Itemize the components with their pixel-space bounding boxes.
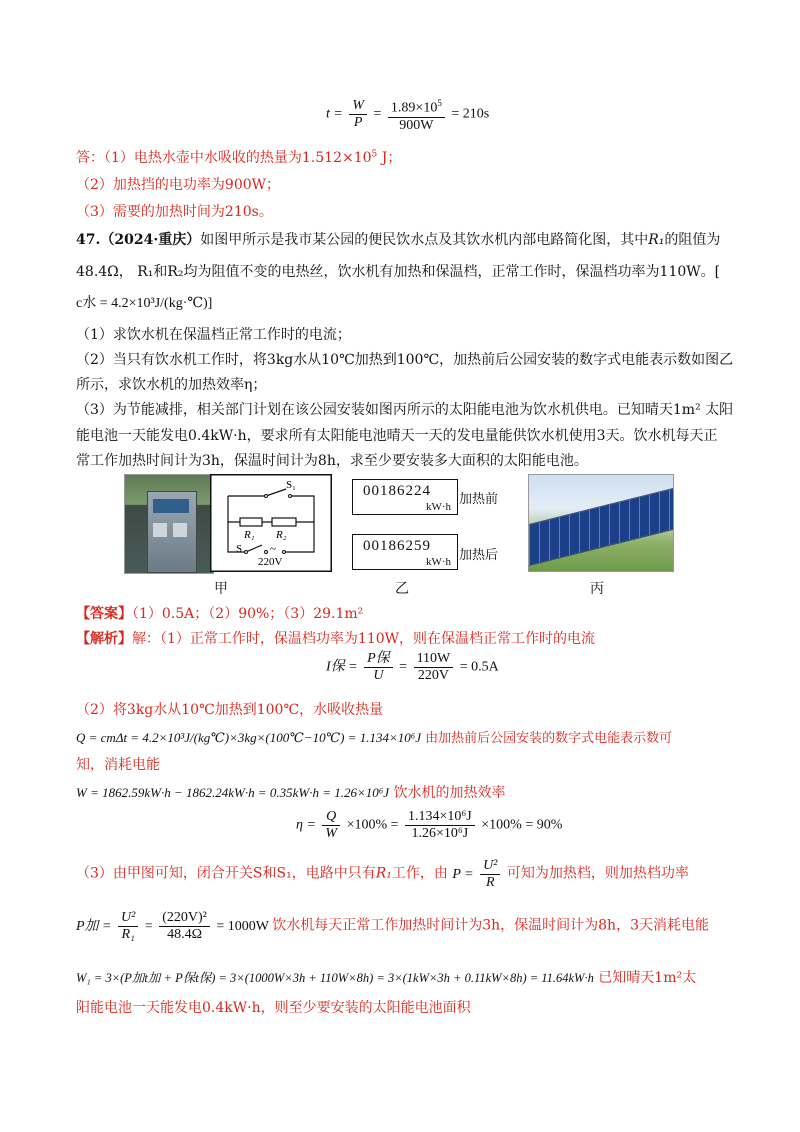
analysis-line5: 阳能电池一天能发电0.4kW·h，则至少要安装的太阳能电池面积 [76, 1000, 471, 1016]
analysis-r1: R₁ [375, 865, 392, 882]
eq-rhs: = 210s [451, 106, 490, 122]
prev-answer-tail: J； [377, 150, 402, 166]
eq-eta-den2: 1.26×10⁶J [411, 826, 469, 841]
eq-den: P [353, 114, 363, 130]
question-q2b: 所示，求饮水机的加热效率η； [76, 377, 267, 393]
eq-i-den: U [373, 668, 384, 683]
eq-p-den: R [485, 875, 495, 890]
eq-num-exp: 5 [437, 98, 442, 108]
water-dispenser-photo [124, 474, 214, 574]
eq-total-energy-tail: 已知晴天1m²太 [598, 970, 697, 986]
circuit-label-voltage: 220V [258, 556, 283, 568]
eq-heating-power-tail: 饮水机每天正常工作加热时间计为3h，保温时间计为8h，3天消耗电能 [272, 917, 709, 934]
answer-line [76, 603, 363, 623]
circuit-label-s: S [236, 543, 243, 555]
prev-answer-line2: （2）加热挡的电功率为900W； [76, 177, 281, 193]
eq-pj-eq: = [144, 918, 153, 934]
eq-eta-rhs: ×100% = 90% [481, 817, 563, 833]
equation-energy-line [76, 782, 505, 802]
eq-num2: 1.89×10 [390, 100, 438, 116]
eq-power-inline [452, 858, 507, 890]
figure-caption-yi: 乙 [395, 581, 409, 597]
prev-answer-line1 [76, 147, 401, 167]
eq-eta-num2: 1.134×10⁶J [405, 809, 475, 826]
meter-before-digits: 00186224 [363, 483, 431, 499]
analysis-tag: 【解析】 [76, 631, 132, 647]
equation-time: t = $\frac{W}{P}$ = $\frac{1.89\times 10^5}{900W}$ = 210s [326, 95, 489, 134]
figure-caption-bing: 丙 [590, 581, 604, 597]
meter-before-label: 加热前 [459, 492, 499, 507]
question-line3: c水 = 4.2×10³J/(kg·℃)] [76, 296, 213, 311]
meter-after-unit: kW·h [425, 556, 451, 568]
meter-before [352, 479, 458, 515]
analysis-line3: 知，消耗电能 [76, 757, 160, 773]
equation-heating-power-line [76, 910, 709, 943]
circuit-ac-symbol: ~ [270, 543, 276, 555]
eq-eta-den: W [325, 826, 338, 841]
eq-p-num: U² [480, 858, 500, 875]
question-q3a: （3）为节能减排，相关部门计划在该公园安装如图丙所示的太阳能电池为饮水机供电。已知晴天1m² 太阳 [76, 402, 734, 418]
analysis-text-4b: 工作，由 [391, 865, 448, 882]
eq-heat: Q = cmΔt = 4.2×10³J/(kg℃)×3kg×(100℃−10℃) = 1.134×10⁶J [76, 730, 422, 745]
meter-after [352, 534, 458, 570]
eq-eta-mid: ×100% = [346, 817, 399, 833]
analysis-line4 [76, 858, 689, 891]
equation-current: I保 = $\frac{\text{P保}}{U}$ = $\frac{110W}{220V}$ = 0.5A [326, 651, 499, 683]
meter-after-digits: 00186259 [363, 538, 431, 554]
analysis-line2: （2）将3kg水从10℃加热到100℃，水吸收热量 [76, 702, 384, 718]
equation-efficiency [296, 809, 562, 842]
question-line2 [76, 261, 720, 281]
prev-answer-text: 答：（1）电热水壶中水吸收的热量为1.512×10 [76, 150, 372, 166]
analysis-line1 [76, 628, 595, 648]
solar-panel-photo [528, 474, 674, 572]
eq-heat-tail: 由加热前后公园安装的数字式电能表示数可 [425, 731, 673, 746]
eq-i-lhs: I保 = [326, 659, 358, 675]
eq-pj-num: U² [118, 910, 138, 927]
eq-eta-lhs: η = [296, 817, 316, 833]
analysis-text-4c: 可知为加热档，则加热档功率 [506, 865, 689, 882]
question-q1: （1）求饮水机在保温档正常工作时的电流； [76, 327, 351, 343]
eq-num: W [349, 98, 367, 115]
eq-den2: 900W [399, 117, 434, 133]
circuit-label-r2: R₂ [276, 529, 287, 541]
eq-lhs: t = [326, 106, 343, 122]
eq-energy-tail: 饮水机的加热效率 [393, 785, 506, 801]
prev-answer-line3: （3）需要的加热时间为210s。 [76, 204, 273, 220]
question-q3c: 常工作加热时间计为3h，保温时间计为8h，求至少要安装多大面积的太阳能电池。 [76, 453, 588, 469]
eq-total-energy: W₁ = 3×(P加t加 + P保t保) = 3×(1000W×3h + 110W×8h) = 3×(1kW×3h + 0.11kW×8h) = 11.64kW·h [76, 971, 594, 985]
question-q2a: （2）当只有饮水机工作时，将3kg水从10℃加热到100℃，加热前后公园安装的数字式电能表示数如图乙 [76, 352, 734, 368]
question-text-1-tail: 的阻值为 [664, 232, 721, 248]
circuit-label-r1: R₁ [244, 529, 255, 541]
question-text-2a: 48.4Ω， [76, 264, 133, 280]
prev-answer-exp: 5 [371, 149, 378, 160]
circuit-diagram [210, 474, 332, 572]
answer-text: （1）0.5A；（2）90%；（3）29.1m² [132, 606, 364, 622]
eq-pj-num2: (220V)² [159, 910, 210, 927]
figure-caption-jia: 甲 [214, 581, 228, 597]
equation-heat-line [76, 727, 672, 746]
meter-after-label: 加热后 [459, 548, 499, 563]
question-number: 47. [76, 232, 101, 248]
equation-total-energy-line [76, 967, 696, 987]
analysis-text-1: 解：（1）正常工作时，保温档功率为110W，则在保温档正常工作时的电流 [132, 631, 596, 647]
eq-p-lhs: P = [452, 866, 474, 882]
question-q3b: 能电池一天能发电0.4kW·h，要求所有太阳能电池晴天一天的发电量能供饮水机使用3天。饮水机每天正 [76, 428, 718, 444]
circuit-label-s1: S₁ [286, 479, 296, 491]
question-r1-symbol: R₁ [648, 232, 665, 248]
eq-i-num: P保 [364, 651, 393, 668]
answer-tag: 【答案】 [76, 606, 132, 622]
meter-before-unit: kW·h [425, 501, 451, 513]
question-text-2b: R₁和R₂均为阻值不变的电热丝，饮水机有加热和保温档，正常工作时，保温档功率为110W。[ [137, 264, 721, 280]
eq-pj-den: R₁ [121, 927, 135, 942]
question-line1 [76, 229, 720, 249]
eq-i-den2: 220V [417, 668, 449, 683]
eq-pj-den2: 48.4Ω [167, 927, 202, 942]
analysis-text-4a: （3）由甲图可知，闭合开关S和S₁，电路中只有 [76, 865, 376, 882]
eq-eta-num: Q [322, 809, 340, 826]
question-text-1: 如图甲所示是我市某公园的便民饮水点及其饮水机内部电路简化图，其中 [200, 232, 649, 248]
eq-i-num2: 110W [414, 651, 454, 668]
eq-pj-lhs: P加 = [76, 918, 112, 934]
question-source: （2024·重庆） [100, 232, 201, 248]
eq-i-rhs: = 0.5A [459, 659, 499, 675]
eq-energy: W = 1862.59kW·h − 1862.24kW·h = 0.35kW·h = 1.26×10⁶J [76, 785, 390, 800]
eq-pj-rhs: = 1000W [216, 918, 269, 934]
